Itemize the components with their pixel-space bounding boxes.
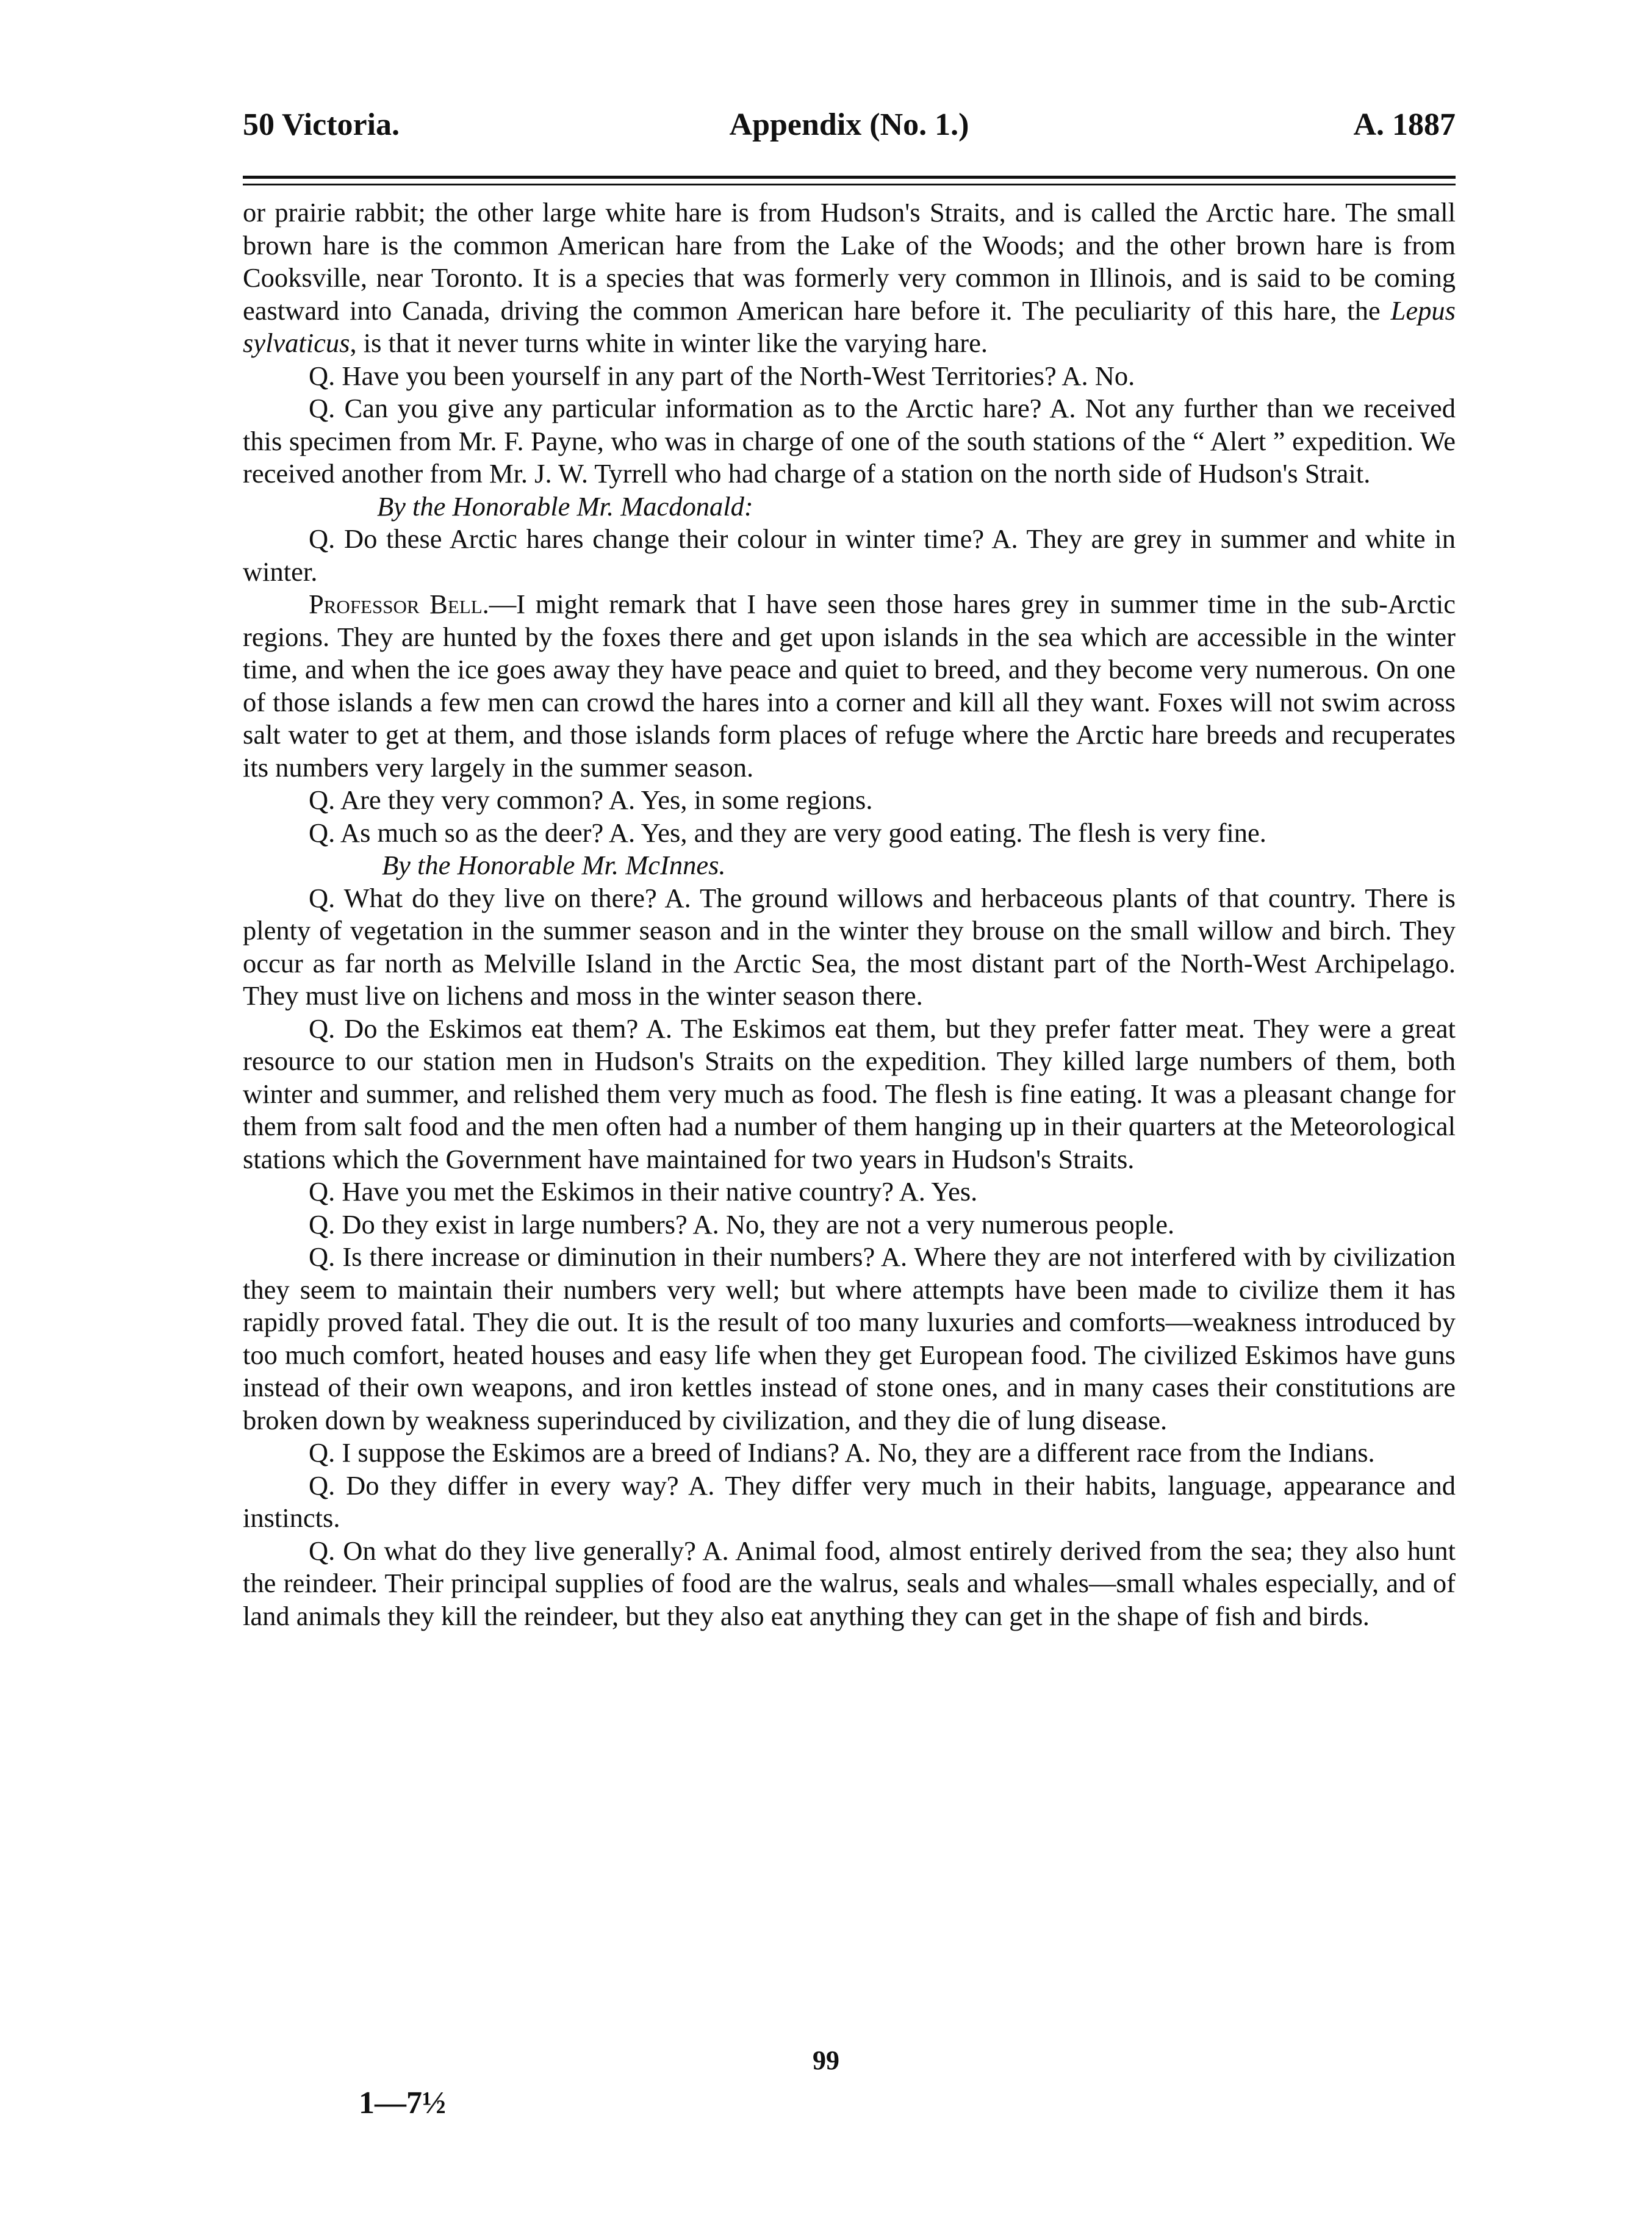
header-appendix: Appendix (No. 1.) [729,107,969,142]
paragraph: Q. Can you give any particular information as to the Arctic hare? A. Not any further than we received this specimen from Mr. F. Payne, who was in charge of one of the south stations of the “ Alert ” expedition. We received another from Mr. J. W. Tyrrell who had charge of a station on the north side of Hudson's Strait. [243,393,1456,489]
paragraph: Q. What do they live on there? A. The ground willows and herbaceous plants of that country. There is plenty of vegetation in the summer season and in the winter they brouse on the small willow and birch. They occur as far north as Melville Island in the Arctic Sea, the most distant part of the North-West Archipelago. They must live on lichens and moss in the winter season there. [243,882,1456,1011]
section-heading: By the Honorable Mr. Macdonald: [377,490,753,522]
header-session: 50 Victoria. [243,107,400,142]
header-year: A. 1887 [1353,107,1456,142]
paragraph: Q. Do these Arctic hares change their colour in winter time? A. They are grey in summer and white in winter. [243,523,1456,587]
paragraph: Q. Do they exist in large numbers? A. No, they are not a very numerous people. [309,1208,1175,1240]
header-rule-thick [243,176,1456,179]
species-name: Lepus sylvaticus [243,295,1456,358]
paragraph: Q. As much so as the deer? A. Yes, and they are very good eating. The flesh is very fine. [309,817,1266,848]
paragraph: Q. Do the Eskimos eat them? A. The Eskimos eat them, but they prefer fatter meat. They were a great resource to our station men in Hudson's Straits on the expedition. They killed large numbers of them, both winter and summer, and relished them very much as food. The flesh is fine eating. It was a pleasant change for them from salt food and the men often had a number of them hanging up in their quarters at the Meteorological stations which the Government have maintained for two years in Hudson's Straits. [243,1013,1456,1174]
page-number: 99 [813,2045,839,2075]
paragraph: Q. Are they very common? A. Yes, in some regions. [309,784,873,815]
paragraph: Professor Bell.—I might remark that I have seen those hares grey in summer time in the sub-Arctic regions. They are hunted by the foxes there and get upon islands in the sea which are accessible in the winter time, and when the ice goes away they have peace and quiet to breed, and they become very numerous. On one of those islands a few men can crowd the hares into a corner and kill all they want. Foxes will not swim across salt water to get at them, and those islands form places of refuge where the Arctic hare breeds and recuperates its numbers very largely in the summer season. [243,589,1456,783]
paragraph: Q. On what do they live generally? A. Animal food, almost entirely derived from the sea; they also hunt the reindeer. Their principal supplies of food are the walrus, seals and whales—small whales especially, and of land animals they kill the reindeer, but they also eat anything they can get in the shape of fish and birds. [243,1535,1456,1631]
header-rule-thin [243,184,1456,185]
section-heading: By the Honorable Mr. McInnes. [382,850,726,880]
paragraph: Q. Have you met the Eskimos in their native country? A. Yes. [309,1176,978,1207]
paragraph: Q. Have you been yourself in any part of the North-West Territories? A. No. [309,360,1135,391]
paragraph: Q. I suppose the Eskimos are a breed of Indians? A. No, they are a different race from the Indians. [309,1437,1375,1468]
paragraph: Q. Do they differ in every way? A. They differ very much in their habits, language, appearance and instincts. [243,1470,1456,1533]
printer-signature: 1—7½ [359,2086,446,2120]
speaker-name: Professor Bell.— [309,589,517,619]
document-body [243,196,1456,1632]
paragraph: Q. Is there increase or diminution in their numbers? A. Where they are not interfered with by civilization they seem to maintain their numbers very well; but where attempts have been made to civilize them it has rapidly proved fatal. They die out. It is the result of too many luxuries and comforts—weakness introduced by too much comfort, heated houses and easy life when they get European food. The civilized Eskimos have guns instead of their own weapons, and iron kettles instead of stone ones, and in many cases their constitutions are broken down by weakness superinduced by civilization, and they die of lung disease. [243,1241,1456,1435]
running-header [243,107,1456,162]
paragraph: or prairie rabbit; the other large white hare is from Hudson's Straits, and is called the Arctic hare. The small brown hare is the common American hare from the Lake of the Woods; and the other brown hare is from Cooksville, near Toronto. It is a species that was formerly very common in Illinois, and is said to be coming eastward into Canada, driving the common American hare before it. The peculiarity of this hare, the Lepus sylvaticus, is that it never turns white in winter like the varying hare. [243,197,1456,358]
